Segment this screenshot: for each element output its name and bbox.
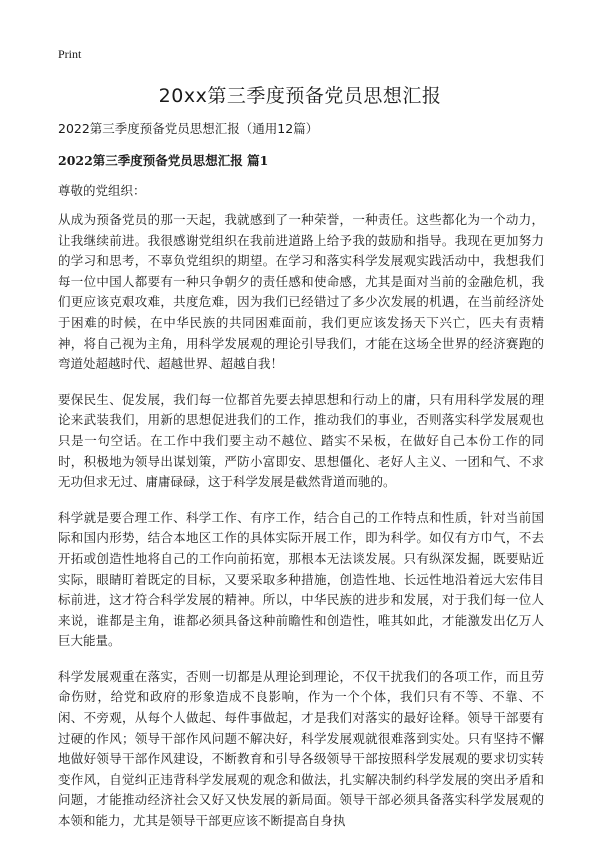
paragraph: 科学就是要合理工作、科学工作、有序工作，结合自己的工作特点和性质，针对当前国际和国内形势，结合本地区工作的具体实际开展工作，即为科学。如仅有方巾气，不去开拓或创造性地将自己的工作向前拓宽，那根本无法谈发展。只有纵深发掘，既要贴近实际，眼睛盯着既定的目标，又要采取多种措施，创造性地、长远性地沿着远大宏伟目标前进，这才符合科学发展的精神。所以，中华民族的进步和发展，对于我们每一位人来说，谁都是主角，谁都必须具备这种前瞻性和创造性，唯其如此，才能激发出亿万人巨大能量。 [58, 509, 544, 649]
print-label: Print [58, 47, 82, 61]
paragraph: 要保民生、促发展，我们每一位都首先要去掉思想和行动上的庸，只有用科学发展的理论来武装我们，用新的思想促进我们的工作，推动我们的事业，否则落实科学发展观也只是一句空话。在工作中我们要主动不越位、踏实不呆板，在做好自己本份工作的同时，积极地为领导出谋划策，严防小富即安、思想僵化、老好人主义、一团和气、不求无功但求无过、庸庸碌碌，这于科学发展是截然背道而驰的。 [58, 391, 544, 490]
salutation: 尊敬的党组织： [58, 183, 146, 198]
paragraph: 科学发展观重在落实，否则一切都是从理论到理论，不仅干扰我们的各项工作，而且劳命伤财，给党和政府的形象造成不良影响，作为一个个体，我们只有不等、不靠、不闲、不旁观，从每个人做起、每件事做起，才是我们对落实的最好诠释。领导干部要有过硬的作风；领导干部作风问题不解决好，科学发展观就很难落到实处。只有坚持不懈地做好领导干部作风建设，不断教育和引导各级领导干部按照科学发展观的要求切实转变作风，自觉纠正违背科学发展观的观念和做法，扎实解决制约科学发展的突出矛盾和问题，才能推动经济社会又好又快发展的新局面。领导干部必须具备落实科学发展观的本领和能力，尤其是领导干部更应该不断提高自身执 [58, 668, 544, 829]
document-subtitle: 2022第三季度预备党员思想汇报（通用12篇） [58, 121, 319, 136]
paragraph: 从成为预备党员的那一天起，我就感到了一种荣誉，一种责任。这些都化为一个动力，让我继续前进。我很感谢党组织在我前进道路上给予我的鼓励和指导。我现在更加努力的学习和思考，不辜负党组织的期望。在学习和落实科学发展观实践活动中，我想我们每一位中国人都要有一种只争朝夕的责任感和使命感，尤其是面对当前的金融危机，我们更应该克艰攻难，共度危难，因为我们已经错过了多少次发展的机遇，在当前经济处于困难的时候，在中华民族的共同困难面前，我们更应该发扬天下兴亡，匹夫有责精神，将自己视为主角，用科学发展观的理论引导我们，才能在这场全世界的经济赛跑的弯道处超越时代、超越世界、超越自我！ [58, 212, 544, 372]
body-text [58, 210, 544, 847]
section-heading: 2022第三季度预备党员思想汇报 篇1 [58, 153, 269, 168]
document-title: 20xx第三季度预备党员思想汇报 [158, 85, 442, 107]
